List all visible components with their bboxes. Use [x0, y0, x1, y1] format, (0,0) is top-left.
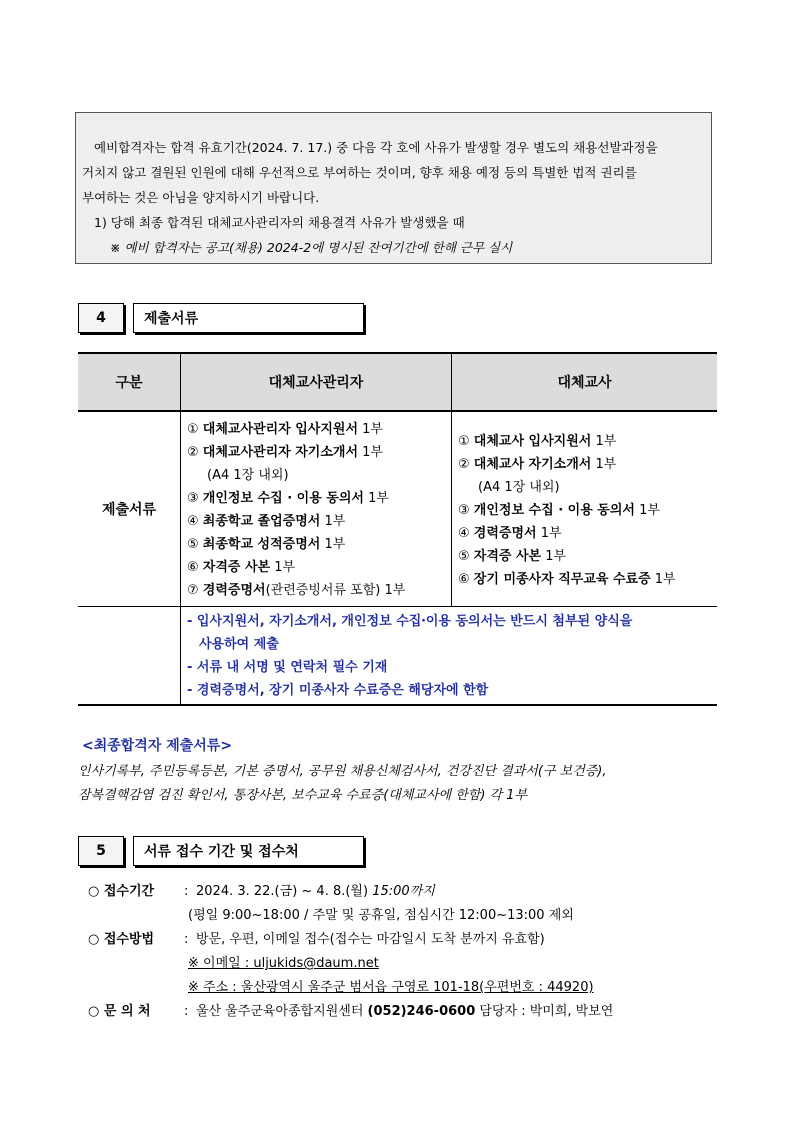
- note-1a: - 입사지원서, 자기소개서, 개인정보 수집‧이용 동의서는 반드시 첨부된 양식을: [187, 614, 633, 629]
- list-item: (A4 1장 내외): [207, 468, 289, 483]
- email-line: ※ 이메일 : uljukids@daum.net: [188, 956, 379, 971]
- list-item: ③ 개인정보 수집 · 이용 동의서 1부: [187, 491, 389, 506]
- list-item: ⑦ 경력증명서(관련증빙서류 포함) 1부: [187, 583, 406, 598]
- section-5-title: 서류 접수 기간 및 접수처: [133, 836, 364, 866]
- receipt-info: [88, 880, 613, 1024]
- period-value: 2024. 3. 22.(금) ~ 4. 8.(월) 15:00까지: [196, 884, 435, 899]
- section-5-number: 5: [78, 836, 124, 866]
- note-1b: 사용하여 제출: [199, 637, 279, 652]
- period-row: ○ 접수기간 : 2024. 3. 22.(금) ~ 4. 8.(월) 15:00까지: [88, 880, 613, 904]
- submission-notes: [181, 607, 718, 706]
- method-label: ○ 접수방법: [88, 932, 155, 947]
- list-item: ⑥ 자격증 사본 1부: [187, 560, 296, 575]
- table-notes-row: [78, 607, 717, 706]
- header-category: 구분: [78, 353, 181, 411]
- header-teacher: 대체교사: [452, 353, 718, 411]
- final-docs-title: <최종합격자 제출서류>: [82, 738, 233, 754]
- note-2: - 서류 내 서명 및 연락처 필수 기재: [187, 660, 388, 675]
- list-item: ⑥ 장기 미종사자 직무교육 수료증 1부: [458, 572, 676, 587]
- row-category: 제출서류: [101, 502, 157, 518]
- contact-label: ○ 문 의 처: [88, 1004, 151, 1019]
- contact-row: ○ 문 의 처 : 울산 울주군육아종합지원센터 (052)246-0600 담당자 : 박미희, 박보연: [88, 1000, 613, 1024]
- email-link[interactable]: uljukids@daum.net: [253, 956, 379, 971]
- teacher-doc-list: [452, 411, 718, 607]
- reserve-notice-box: [75, 112, 712, 264]
- period-label: ○ 접수기간: [88, 884, 155, 899]
- final-docs-line-2: 잠복결핵감염 검진 확인서, 통장사본, 보수교육 수료증(대체교사에 한함) 각 1부: [78, 788, 528, 803]
- list-item: ① 대체교사 입사지원서 1부: [458, 434, 617, 449]
- notice-line-2: 거치지 않고 결원된 인원에 대해 우선적으로 부여하는 것이며, 향후 채용 예정 등의 특별한 법적 권리를: [82, 165, 637, 180]
- list-item: ④ 경력증명서 1부: [458, 526, 562, 541]
- list-item: ② 대체교사 자기소개서 1부: [458, 457, 617, 472]
- notice-item-1: 1) 당해 최종 합격된 대체교사관리자의 채용결격 사유가 발생했을 때: [94, 215, 465, 230]
- list-item: (A4 1장 내외): [478, 480, 560, 495]
- notice-line-3: 부여하는 것은 아님을 양지하시기 바랍니다.: [82, 190, 320, 205]
- section-4-title: 제출서류: [133, 303, 364, 333]
- address-line: ※ 주소 : 울산광역시 울주군 범서읍 구영로 101-18(우편번호 : 44920): [188, 980, 594, 995]
- list-item: ⑤ 최종학교 성적증명서 1부: [187, 537, 346, 552]
- final-docs-line-1: 인사기록부, 주민등록등본, 기본 증명서, 공무원 채용신체검사서, 건강진단 결과서(구 보건증),: [78, 764, 607, 779]
- header-manager: 대체교사관리자: [181, 353, 452, 411]
- section-4-number: 4: [78, 303, 124, 333]
- notice-line-1: 예비합격자는 합격 유효기간(2024. 7. 17.) 중 다음 각 호에 사유가 발생할 경우 별도의 채용선발과정을: [94, 140, 658, 155]
- final-docs-body: [78, 760, 728, 808]
- note-3: - 경력증명서, 장기 미종사자 수료증은 해당자에 한함: [187, 683, 489, 698]
- method-value: 방문, 우편, 이메일 접수(접수는 마감일시 도착 분까지 유효함): [196, 932, 545, 947]
- list-item: ② 대체교사관리자 자기소개서 1부: [187, 445, 383, 460]
- list-item: ⑤ 자격증 사본 1부: [458, 549, 567, 564]
- table-row: [78, 411, 717, 607]
- submission-documents-table: [78, 352, 717, 706]
- method-row: ○ 접수방법 : 방문, 우편, 이메일 접수(접수는 마감일시 도착 분까지 유효함): [88, 928, 613, 952]
- list-item: ③ 개인정보 수집 · 이용 동의서 1부: [458, 503, 660, 518]
- notice-note: ※ 예비 합격자는 공고(채용) 2024-2에 명시된 잔여기간에 한해 근무 실시: [110, 240, 513, 255]
- manager-doc-list: [181, 411, 452, 607]
- list-item: ① 대체교사관리자 입사지원서 1부: [187, 422, 383, 437]
- table-header-row: [78, 353, 717, 411]
- period-note: (평일 9:00~18:00 / 주말 및 공휴일, 점심시간 12:00~13:00 제외: [188, 908, 574, 923]
- list-item: ④ 최종학교 졸업증명서 1부: [187, 514, 346, 529]
- contact-value: 울산 울주군육아종합지원센터 (052)246-0600 담당자 : 박미희, 박보연: [196, 1004, 614, 1019]
